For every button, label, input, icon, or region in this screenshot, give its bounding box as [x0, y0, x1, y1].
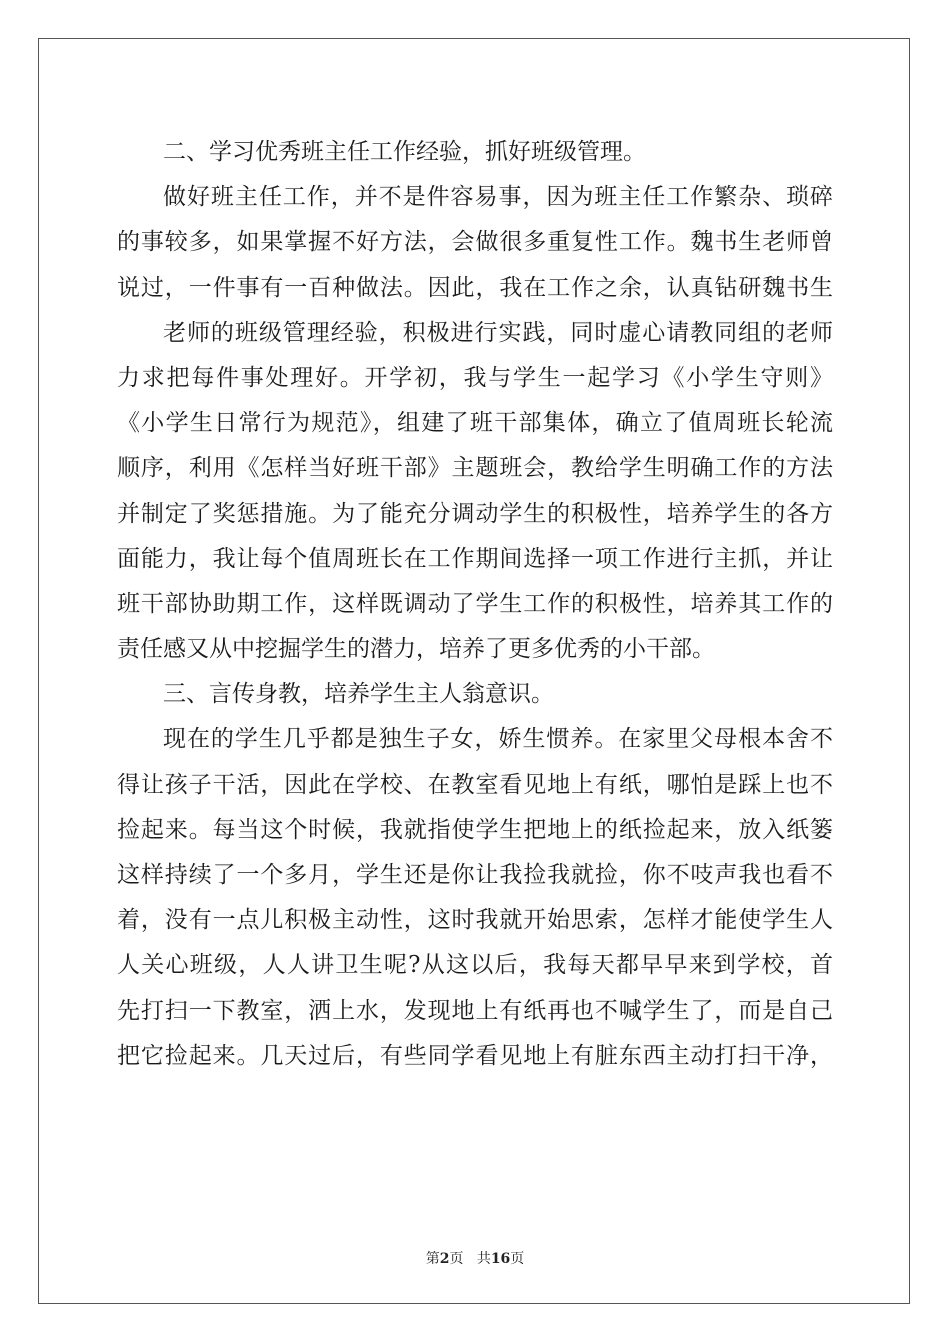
- paragraph-line: 说过，一件事有一百种做法。因此，我在工作之余，认真钻研魏书生: [117, 274, 833, 301]
- total-prefix: 共: [476, 1251, 491, 1267]
- paragraph-line: 并制定了奖惩措施。为了能充分调动学生的积极性，培养学生的各方: [117, 500, 833, 527]
- paragraph-line: 把它捡起来。几天过后，有些同学看见地上有脏东西主动打扫干净，: [117, 1042, 833, 1069]
- total-pages: 16: [490, 1251, 511, 1267]
- paragraph-line: 做好班主任工作，并不是件容易事，因为班主任工作繁杂、琐碎: [163, 184, 833, 211]
- page-prefix: 第: [425, 1251, 440, 1267]
- paragraph-line: 二、学习优秀班主任工作经验，抓好班级管理。: [163, 139, 646, 165]
- paragraph-line: 现在的学生几乎都是独生子女，娇生惯养。在家里父母根本舍不: [163, 726, 833, 753]
- paragraph-line: 责任感又从中挖掘学生的潜力，培养了更多优秀的小干部。: [117, 636, 715, 663]
- document-body: [117, 130, 833, 1079]
- paragraph-line: 得让孩子干活，因此在学校、在教室看见地上有纸，哪怕是踩上也不: [117, 771, 833, 798]
- paragraph-line: 班干部协助期工作，这样既调动了学生工作的积极性，培养其工作的: [117, 590, 833, 617]
- paragraph-line: 面能力，我让每个值周班长在工作期间选择一项工作进行主抓，并让: [117, 545, 833, 572]
- paragraph-line: 顺序，利用《怎样当好班干部》主题班会，教给学生明确工作的方法: [117, 455, 833, 482]
- paragraph-line: 捡起来。每当这个时候，我就指使学生把地上的纸捡起来，放入纸篓: [117, 816, 833, 843]
- total-unit: 页: [510, 1251, 525, 1267]
- paragraph-line: 《小学生日常行为规范》，组建了班干部集体，确立了值周班长轮流: [117, 410, 833, 437]
- paragraph-line: 老师的班级管理经验，积极进行实践，同时虚心请教同组的老师: [163, 319, 833, 346]
- paragraph-line: 这样持续了一个多月，学生还是你让我捡我就捡，你不吱声我也看不: [117, 862, 833, 888]
- paragraph-line: 着，没有一点儿积极主动性，这时我就开始思索，怎样才能使学生人: [117, 907, 833, 934]
- paragraph-line: 力求把每件事处理好。开学初，我与学生一起学习《小学生守则》: [117, 364, 833, 391]
- paragraph-line: 先打扫一下教室，洒上水，发现地上有纸再也不喊学生了，而是自己: [117, 997, 833, 1024]
- paragraph-line: 三、言传身教，培养学生主人翁意识。: [163, 681, 554, 708]
- paragraph-line: 人关心班级，人人讲卫生呢?从这以后，我每天都早早来到学校，首: [117, 952, 833, 979]
- page-number: 2: [439, 1251, 450, 1267]
- page-unit: 页: [449, 1251, 464, 1267]
- paragraph-line: 的事较多，如果掌握不好方法，会做很多重复性工作。魏书生老师曾: [117, 229, 833, 256]
- page-footer: [0, 1248, 950, 1268]
